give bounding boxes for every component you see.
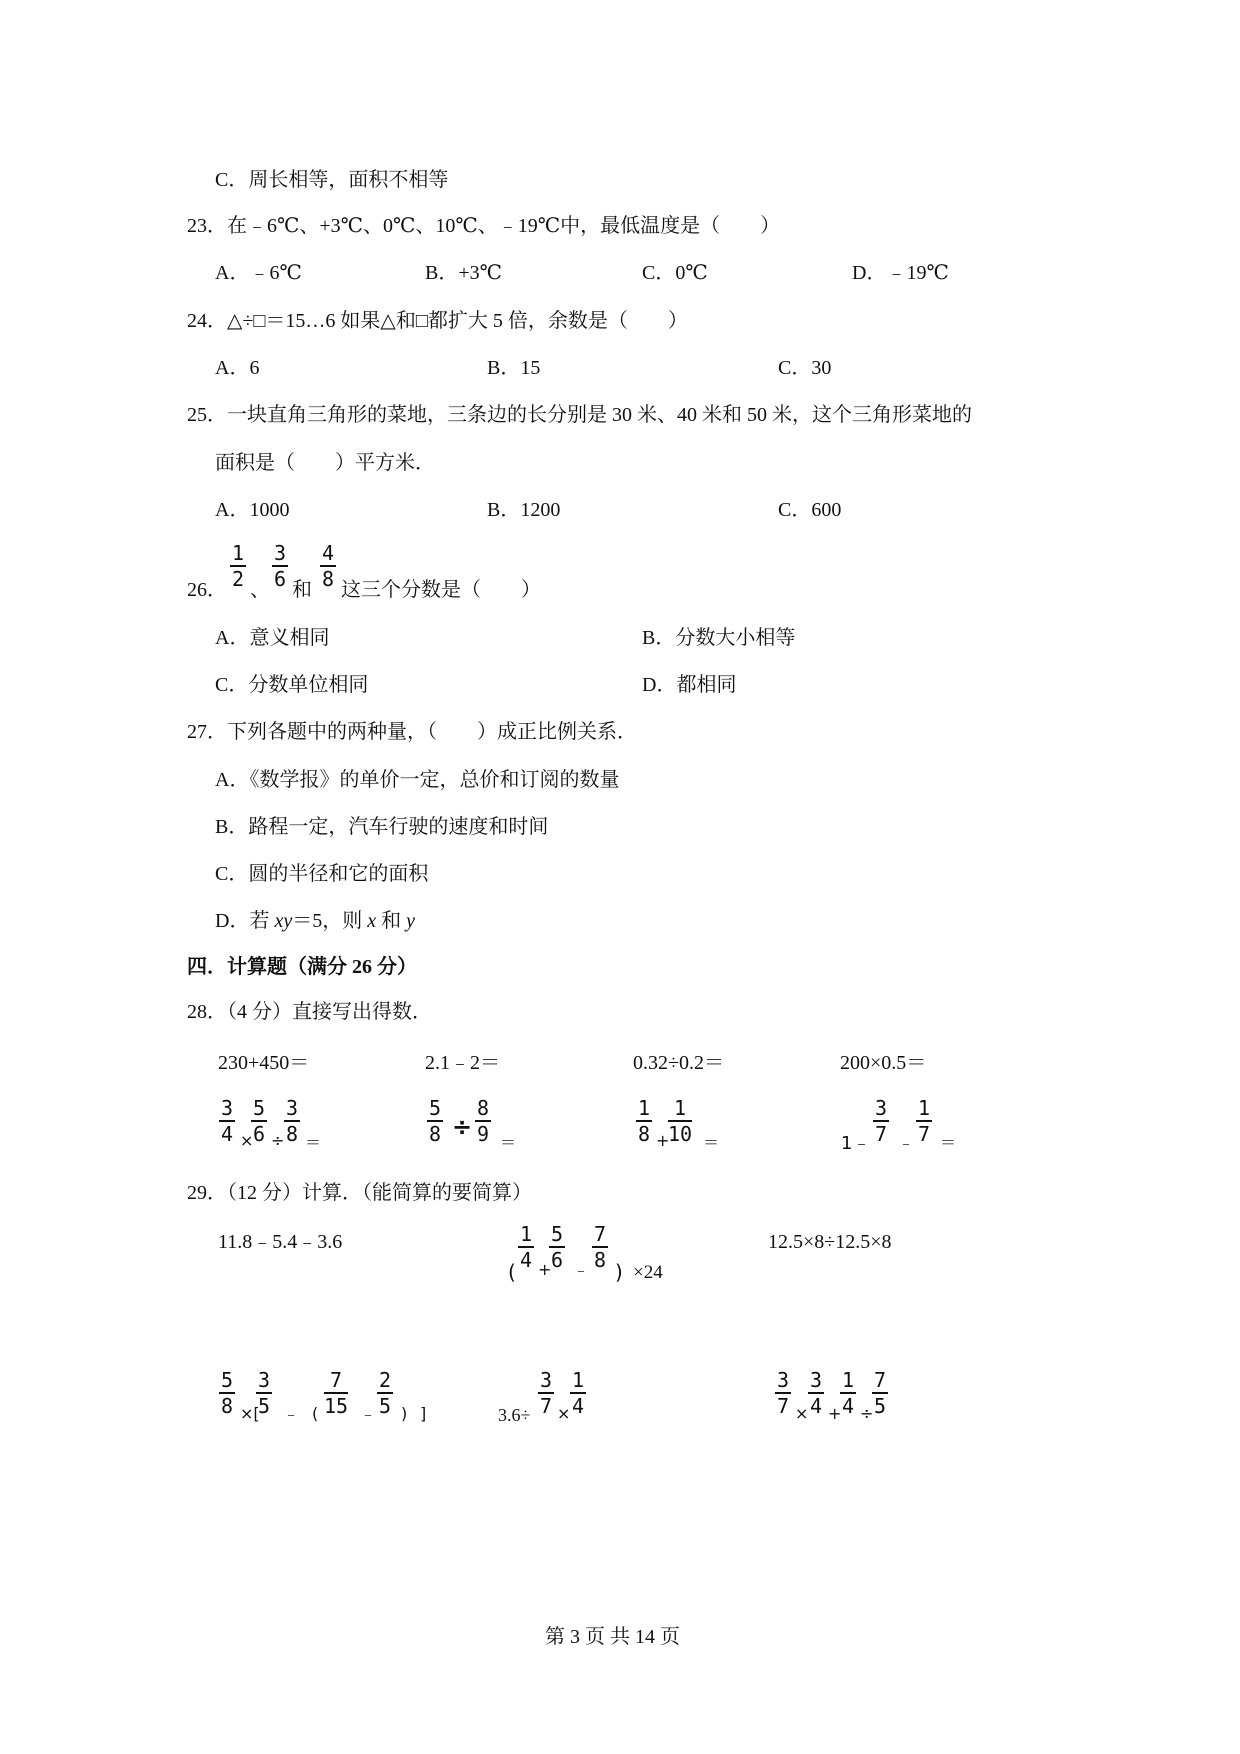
q29-stem: 29．（12 分）计算．（能简算的要简算） <box>187 1182 532 1204</box>
section-title: 四．计算题（满分 26 分） <box>187 956 417 978</box>
fraction <box>219 1098 235 1144</box>
fraction <box>775 1370 791 1416</box>
numerator: 8 <box>477 1096 490 1120</box>
denominator: 7 <box>875 1122 888 1146</box>
equals-sign: ＝ <box>305 1133 322 1152</box>
q23-stem: 23．在﹣6℃、+3℃、0℃、10℃、﹣19℃中，最低温度是（ ） <box>187 215 781 237</box>
times-sign: × <box>240 1131 254 1150</box>
plus-sign: + <box>656 1131 670 1150</box>
numerator: 2 <box>379 1368 392 1392</box>
q27-option-a: A．《数学报》的单价一定，总价和订阅的数量 <box>215 769 620 791</box>
q26-number: 26． <box>187 579 227 601</box>
q26-fraction-2 <box>272 543 288 589</box>
numerator: 1 <box>572 1368 585 1392</box>
times-bracket: ×[ <box>240 1404 260 1423</box>
q28-expr-3: 0.32÷0.2＝ <box>633 1052 724 1074</box>
page-number: 第 3 页 共 14 页 <box>545 1626 680 1648</box>
q25-option-a: A．1000 <box>215 499 290 521</box>
times-sign: × <box>795 1404 809 1423</box>
denominator: 2 <box>232 567 245 591</box>
q29-expr-3: 12.5×8÷12.5×8 <box>768 1231 892 1253</box>
denominator: 5 <box>379 1394 392 1418</box>
numerator: 4 <box>322 541 335 565</box>
fraction <box>251 1098 267 1144</box>
denominator: 9 <box>477 1122 490 1146</box>
minus-sign: ﹣ <box>573 1260 590 1279</box>
equals-sign: ＝ <box>940 1133 957 1152</box>
q27-option-d-and: 和 <box>376 910 407 932</box>
denominator: 8 <box>322 567 335 591</box>
numerator: 3 <box>274 541 287 565</box>
open-paren: ( <box>508 1260 516 1284</box>
divide-sign: ÷ <box>271 1131 285 1150</box>
divide-sign: ÷ <box>860 1404 874 1423</box>
q25-stem-line2: 面积是（ ）平方米． <box>215 452 435 474</box>
q27-option-d <box>215 911 415 931</box>
q26-option-d: D．都相同 <box>642 674 737 696</box>
denominator: 7 <box>777 1394 790 1418</box>
fraction <box>872 1370 888 1416</box>
fraction <box>324 1370 348 1416</box>
minus-sign: ﹣ <box>898 1133 915 1152</box>
denominator: 6 <box>551 1248 564 1272</box>
minus-sign: ﹣ <box>360 1404 377 1423</box>
fraction <box>549 1224 565 1270</box>
fraction <box>916 1098 932 1144</box>
denominator: 6 <box>274 567 287 591</box>
q26-separator-1: 、 <box>250 579 270 601</box>
q27-option-c: C．圆的半径和它的面积 <box>215 863 429 885</box>
fraction <box>592 1224 608 1270</box>
fraction <box>570 1370 586 1416</box>
q26-option-c: C．分数单位相同 <box>215 674 369 696</box>
denominator: 4 <box>520 1248 533 1272</box>
q25-option-b: B．1200 <box>487 499 561 521</box>
denominator: 8 <box>429 1122 442 1146</box>
q27-stem: 27．下列各题中的两种量，（ ）成正比例关系． <box>187 721 637 743</box>
denominator: 15 <box>324 1394 349 1418</box>
numerator: 1 <box>232 541 245 565</box>
denominator: 6 <box>253 1122 266 1146</box>
q23-option-b: B．+3℃ <box>425 262 502 284</box>
q24-option-b: B．15 <box>487 357 541 379</box>
numerator: 3 <box>875 1096 888 1120</box>
denominator: 4 <box>221 1122 234 1146</box>
q28-expr-4: 200×0.5＝ <box>840 1052 927 1074</box>
multiply-24: ×24 <box>633 1262 663 1283</box>
q28-expr-1: 230+450＝ <box>218 1052 310 1074</box>
equals-sign: ＝ <box>500 1133 517 1152</box>
denominator: 10 <box>668 1122 693 1146</box>
numerator: 1 <box>520 1222 533 1246</box>
q27-option-d-mid: ＝5，则 <box>292 910 368 932</box>
times-sign: × <box>557 1404 571 1423</box>
plus-sign: + <box>828 1404 842 1423</box>
fraction <box>636 1098 652 1144</box>
q24-stem: 24．△÷□＝15…6 如果△和□都扩大 5 倍，余数是（ ） <box>187 310 688 332</box>
fraction <box>219 1370 235 1416</box>
open-paren: ( <box>312 1404 319 1423</box>
numerator: 1 <box>668 1098 692 1122</box>
numerator: 3 <box>286 1096 299 1120</box>
q26-fraction-1 <box>230 543 246 589</box>
q24-option-c: C．30 <box>778 357 832 379</box>
fraction <box>668 1098 692 1144</box>
numerator: 5 <box>221 1368 234 1392</box>
q23-option-d: D．﹣19℃ <box>852 262 949 284</box>
plus-sign: + <box>538 1260 552 1279</box>
variable-x: x <box>367 910 377 932</box>
denominator: 4 <box>810 1394 823 1418</box>
denominator: 8 <box>594 1248 607 1272</box>
numerator: 3 <box>258 1368 271 1392</box>
fraction <box>427 1098 443 1144</box>
q27-option-b: B．路程一定，汽车行驶的速度和时间 <box>215 816 549 838</box>
close-bracket: ] <box>420 1404 427 1423</box>
numerator: 1 <box>638 1096 651 1120</box>
q25-option-c: C．600 <box>778 499 842 521</box>
fraction <box>873 1098 889 1144</box>
fraction <box>284 1098 300 1144</box>
numerator: 7 <box>594 1222 607 1246</box>
close-paren: ) <box>401 1404 408 1423</box>
denominator: 5 <box>874 1394 887 1418</box>
denominator: 7 <box>540 1394 553 1418</box>
denominator: 5 <box>258 1394 271 1418</box>
denominator: 4 <box>842 1394 855 1418</box>
equals-sign: ＝ <box>703 1133 720 1152</box>
numerator: 1 <box>842 1368 855 1392</box>
lead-term: 1﹣ <box>841 1133 871 1154</box>
denominator: 8 <box>221 1394 234 1418</box>
q26-option-a: A．意义相同 <box>215 627 330 649</box>
numerator: 3 <box>777 1368 790 1392</box>
numerator: 3 <box>540 1368 553 1392</box>
variable-xy: xy <box>274 910 293 932</box>
numerator: 5 <box>253 1096 266 1120</box>
fraction <box>377 1370 393 1416</box>
q29-expr-1: 11.8﹣5.4﹣3.6 <box>218 1231 343 1253</box>
q28-stem: 28．（4 分）直接写出得数． <box>187 1001 432 1023</box>
fraction <box>808 1370 824 1416</box>
q23-option-c: C．0℃ <box>642 262 708 284</box>
numerator: 1 <box>918 1096 931 1120</box>
fraction <box>840 1370 856 1416</box>
q22-option-c: C．周长相等，面积不相等 <box>215 169 449 191</box>
q23-option-a: A．﹣6℃ <box>215 262 302 284</box>
lead-term: 3.6÷ <box>498 1405 531 1425</box>
q25-stem-line1: 25．一块直角三角形的菜地，三条边的长分别是 30 米、40 米和 50 米，这个三角形菜地的 <box>187 404 972 426</box>
variable-y: y <box>406 910 415 932</box>
denominator: 8 <box>286 1122 299 1146</box>
denominator: 8 <box>638 1122 651 1146</box>
fraction <box>538 1370 554 1416</box>
q26-fraction-3 <box>320 543 336 589</box>
fraction <box>518 1224 534 1270</box>
q27-option-d-prefix: D．若 <box>215 910 275 932</box>
q26-stem-tail: 这三个分数是（ ） <box>341 579 541 601</box>
q24-option-a: A．6 <box>215 357 260 379</box>
close-paren: ) <box>615 1260 623 1284</box>
divide-sign: ÷ <box>452 1113 473 1141</box>
fraction <box>475 1098 491 1144</box>
numerator: 3 <box>221 1096 234 1120</box>
q26-option-b: B．分数大小相等 <box>642 627 796 649</box>
q26-separator-2: 和 <box>292 579 312 601</box>
numerator: 3 <box>810 1368 823 1392</box>
fraction <box>256 1370 272 1416</box>
numerator: 7 <box>874 1368 887 1392</box>
q28-expr-2: 2.1﹣2＝ <box>425 1052 500 1074</box>
denominator: 4 <box>572 1394 585 1418</box>
numerator: 7 <box>324 1370 348 1394</box>
numerator: 5 <box>429 1096 442 1120</box>
denominator: 7 <box>918 1122 931 1146</box>
numerator: 5 <box>551 1222 564 1246</box>
minus-sign: ﹣ <box>283 1404 300 1423</box>
